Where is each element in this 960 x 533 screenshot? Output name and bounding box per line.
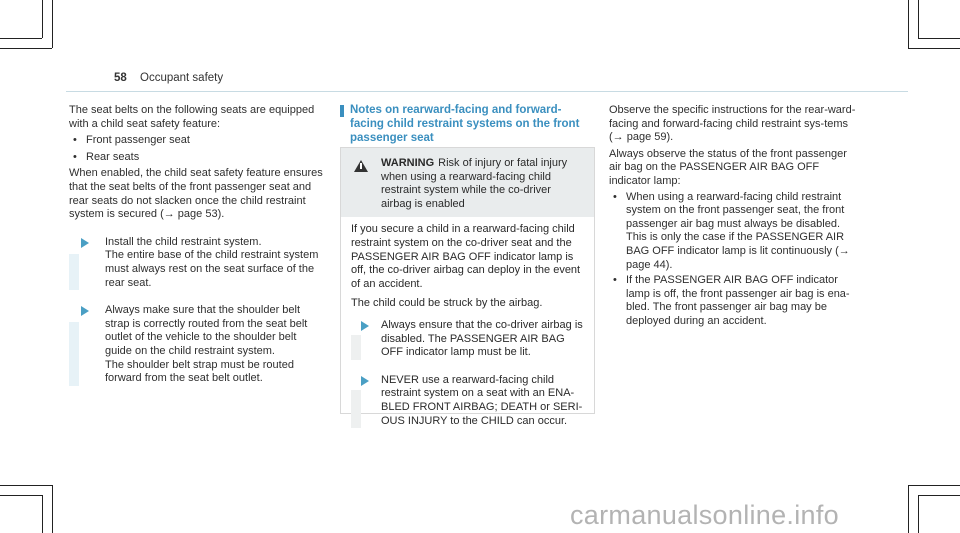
step-band (351, 390, 361, 428)
step-band (351, 335, 361, 360)
crop-mark-top-right-h2 (908, 48, 960, 49)
col3-bullet-2: • If the PASSENGER AIR BAG OFF indicator lamp is off, the front passenger air bag is ena-bled. The front passenger air bag may be deployed during an accident. (609, 274, 861, 328)
crop-mark-bottom-right-h (918, 495, 960, 496)
column-1 (69, 104, 324, 386)
warning-paragraph-2: The child could be struck by the airbag. (351, 297, 543, 310)
triangle-arrow-icon (361, 321, 369, 331)
warning-box (340, 147, 595, 427)
warning-exclamation (360, 163, 362, 169)
crop-mark-top-left-v (42, 0, 43, 38)
warning-step-2 (351, 374, 584, 428)
crop-mark-top-right-v2 (908, 0, 909, 48)
col1-intro: The seat belts on the following seats are equipped with a child seat safety feature: (69, 104, 315, 130)
section-title: Occupant safety (140, 72, 224, 84)
crop-mark-bottom-left-v2 (52, 485, 53, 533)
column-2 (340, 103, 594, 145)
warning-step-1 (351, 319, 584, 360)
section-heading (340, 103, 594, 145)
crop-mark-bottom-right-v2 (908, 485, 909, 533)
col1-step-1-body: The entire base of the child restraint system must always rest on the seat surface of the rear seat. (105, 249, 319, 289)
col1-step-1 (69, 236, 324, 290)
crop-mark-bottom-left-h2 (0, 485, 52, 486)
col1-step-1-title: Install the child restraint system. (105, 235, 262, 248)
triangle-arrow-icon (361, 376, 369, 386)
col1-step-2-title: Always make sure that the shoulder belt strap is correctly routed from the seat belt outlet of the vehicle to the shoulder belt guide on the child restraint system. (105, 304, 308, 357)
warning-step-1-text: Always ensure that the co-driver airbag is disabled. The PASSENGER AIR BAG OFF indicator lamp must be lit. (381, 318, 583, 359)
col1-paragraph: When enabled, the child seat safety feature ensures that the seat belts of the front passenger seat and rear seats do not slacken once the child restraint system is secured (→ page 53). (69, 167, 323, 221)
warning-step-2-text: NEVER use a rearward-facing child restraint system on a seat with an ENA-BLED FRONT AIRBAG; DEATH or SERI-OUS INJURY to the CHILD can occur. (381, 373, 583, 427)
crop-mark-bottom-left-v (42, 495, 43, 533)
col3-bullet-1: • When using a rearward-facing child restraint system on the front passenger seat, the front passenger air bag must always be disabled. This is only the case if the PASSENGER AIR BAG OFF indicator lamp is lit continuously (→ page 44). (609, 191, 861, 273)
watermark: carmanualsonline.info (570, 500, 839, 530)
section-heading-text: Notes on rearward-facing and forward-facing child restraint systems on the front passenger seat (350, 104, 580, 144)
page-number: 58 (114, 72, 127, 84)
col1-step-2 (69, 304, 324, 386)
step-band (69, 322, 79, 386)
col1-step-2-body: The shoulder belt strap must be routed forward from the seat belt outlet. (105, 358, 294, 385)
crop-mark-bottom-right-v (918, 495, 919, 533)
step-band (69, 254, 79, 290)
col3-paragraph-2: Always observe the status of the front passenger air bag on the PASSENGER AIR BAG OFF indicator lamp: (609, 147, 847, 187)
crop-mark-bottom-right-h2 (908, 485, 960, 486)
warning-title: Risk of injury or fatal injury when using a rearward-facing child restraint system while the co-driver airbag is enabled (381, 157, 568, 210)
warning-paragraph-1: If you secure a child in a rearward-facing child restraint system on the co-driver seat and the PASSENGER AIR BAG OFF indicator lamp is off, the co-driver airbag can deploy in the event of an accident. (351, 223, 581, 290)
warning-header (341, 148, 594, 217)
warning-label: WARNING (381, 157, 435, 169)
crop-mark-top-right-h (918, 38, 960, 39)
crop-mark-top-right-v (918, 0, 919, 38)
heading-marker (340, 105, 344, 117)
triangle-arrow-icon (81, 238, 89, 248)
crop-mark-bottom-left-h (0, 495, 42, 496)
crop-mark-top-left-h (0, 38, 42, 39)
crop-mark-top-left-v2 (52, 0, 53, 48)
crop-mark-top-left-h2 (0, 48, 52, 49)
col1-bullet-2: • Rear seats (69, 151, 324, 165)
col3-paragraph-1: Observe the specific instructions for the rear-ward-facing and forward-facing child restraint sys-tems (→ page 59). (609, 104, 856, 144)
col1-bullet-1: • Front passenger seat (69, 134, 324, 148)
column-3 (609, 104, 861, 329)
warning-body (341, 217, 594, 434)
page-header (114, 72, 223, 84)
header-rule (66, 91, 908, 92)
triangle-arrow-icon (81, 306, 89, 316)
